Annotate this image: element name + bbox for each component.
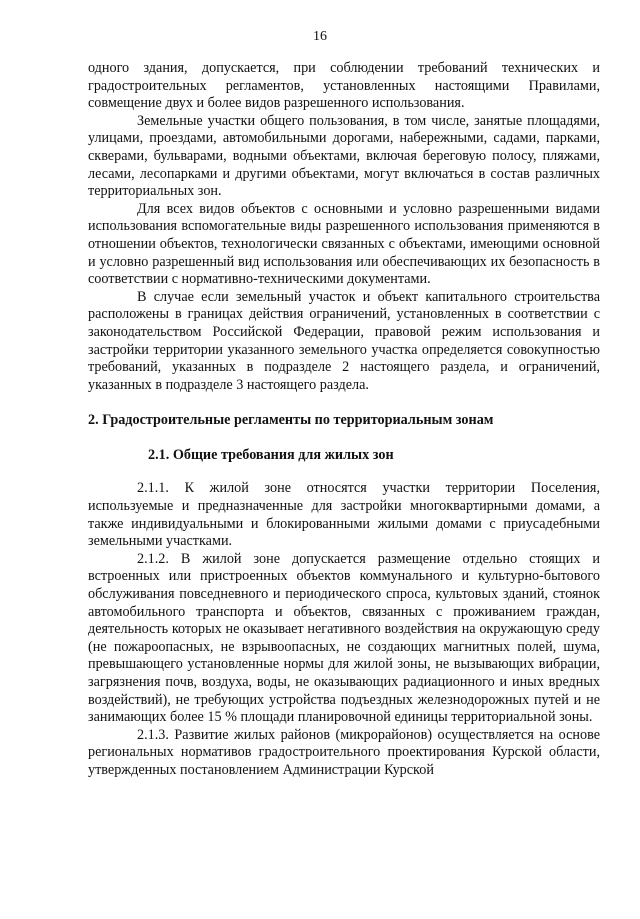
paragraph-auxiliary-uses: Для всех видов объектов с основными и условно разрешенными видами использования вспомогательные виды разрешенного использования применяются в отношении объектов, технологически связанных с объектами, имеющими основной и условно разрешенный вид использования или обеспечивающих их безопасность в соответствии с нормативно-техническими документами. (88, 200, 600, 288)
clause-2-1-1: 2.1.1. К жилой зоне относятся участки территории Поселения, используемые и предназначенные для застройки многоквартирными домами, а также индивидуальными и блокированными жилыми домами с приусадебными земельными участками. (88, 480, 600, 550)
page-body (88, 60, 600, 780)
paragraph-legal-regime: В случае если земельный участок и объект капитального строительства расположены в границах действия ограничений, установленных в соответствии с законодательством Российской Федерации, правовой режим использования и застройки территории указанного земельного участка определяется совокупностью требований, указанных в подразделе 2 настоящего раздела, и ограничений, указанных в подразделе 3 настоящего раздела. (88, 288, 600, 393)
clause-2-1-3: 2.1.3. Развитие жилых районов (микрорайонов) осуществляется на основе региональных нормативов градостроительного проектирования Курской области, утвержденных постановлением Администрации Курской (88, 726, 600, 778)
paragraph-public-land: Земельные участки общего пользования, в том числе, занятые площадями, улицами, проездами, автомобильными дорогами, набережными, садами, парками, скверами, бульварами, водными объектами, включая береговую полосу, пляжами, лесами, лесопарками и другими объектами, могут включаться в состав различных территориальных зон. (88, 112, 600, 200)
subsection-heading: 2.1. Общие требования для жилых зон (148, 446, 394, 463)
section-heading: 2. Градостроительные регламенты по территориальным зонам (88, 412, 494, 429)
clause-2-1-2: 2.1.2. В жилой зоне допускается размещение отдельно стоящих и встроенных или пристроенных объектов коммунального и культурно-бытового обслуживания повседневного и периодического спроса, культовых зданий, стоянок автомобильного транспорта и объектов, связанных с проживанием граждан, деятельность которых не оказывает негативного воздействия на окружающую среду (не пожароопасных, не взрывоопасных, не создающих магнитных полей, шума, превышающего установленные нормы для жилой зоны, не вызывающих вибрации, загрязнения почв, воздуха, воды, не оказывающих радиационного и иных вредных воздействий), не требующих устройства подъездных железнодорожных путей и не занимающих более 15 % площади планировочной единицы территориальной зоны. (88, 550, 600, 726)
page-number: 16 (313, 29, 327, 44)
paragraph-continuation: одного здания, допускается, при соблюдении требований технических и градостроительных регламентов, установленных настоящими Правилами, совмещение двух и более видов разрешенного использования. (88, 60, 600, 112)
